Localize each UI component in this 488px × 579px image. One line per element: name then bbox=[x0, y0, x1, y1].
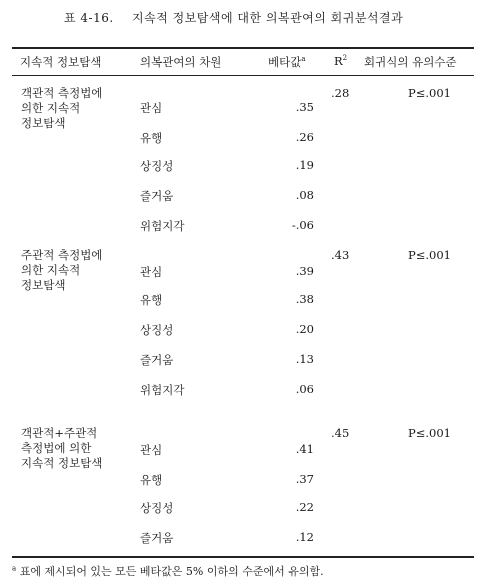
footnote-text: 표에 제시되어 있는 모든 베타값은 5% 이하의 수준에서 유의함. bbox=[19, 565, 324, 578]
header-significance: 회귀식의 유의수준 bbox=[364, 55, 457, 69]
beta-value: .20 bbox=[295, 322, 314, 336]
dimension-label: 관심 bbox=[140, 265, 163, 279]
beta-value: .26 bbox=[295, 130, 314, 144]
r2-value: .43 bbox=[331, 248, 350, 262]
beta-value: .06 bbox=[295, 382, 314, 396]
dimension-label: 유행 bbox=[140, 131, 163, 145]
dimension-label: 유행 bbox=[140, 473, 163, 487]
beta-value: -.06 bbox=[291, 218, 314, 232]
dimension-label: 상징성 bbox=[140, 323, 174, 337]
group-label-line: 정보탐색 bbox=[21, 278, 66, 292]
beta-value: .19 bbox=[295, 158, 314, 172]
group-label-subjective bbox=[21, 248, 102, 293]
group-label-line: 의한 지속적 bbox=[21, 101, 81, 115]
header-r2-sup: 2 bbox=[342, 54, 348, 63]
header-search: 지속적 정보탐색 bbox=[20, 55, 102, 69]
header-r2 bbox=[334, 54, 347, 68]
table-caption bbox=[64, 9, 403, 26]
group-label-objective bbox=[21, 86, 102, 131]
beta-value: .37 bbox=[295, 472, 314, 486]
dimension-label: 위험지각 bbox=[140, 219, 185, 233]
significance-value: P≤.001 bbox=[408, 248, 451, 262]
dimension-label: 즐거움 bbox=[140, 531, 174, 545]
beta-value: .22 bbox=[295, 500, 314, 514]
dimension-label: 즐거움 bbox=[140, 353, 174, 367]
dimension-label: 관심 bbox=[140, 443, 163, 457]
top-rule bbox=[12, 47, 474, 49]
group-label-line: 정보탐색 bbox=[21, 116, 66, 130]
beta-value: .35 bbox=[295, 100, 314, 114]
footnote bbox=[12, 563, 324, 579]
group-label-line: 측정법에 의한 bbox=[21, 441, 92, 455]
dimension-label: 상징성 bbox=[140, 501, 174, 515]
beta-value: .41 bbox=[295, 442, 314, 456]
r2-value: .45 bbox=[331, 426, 350, 440]
header-beta-mark: a bbox=[301, 55, 306, 64]
header-beta-label: 베타값 bbox=[268, 55, 302, 69]
header-r2-label: R bbox=[334, 54, 343, 68]
group-label-line: 의한 지속적 bbox=[21, 263, 81, 277]
dimension-label: 유행 bbox=[140, 293, 163, 307]
significance-value: P≤.001 bbox=[408, 426, 451, 440]
beta-value: .08 bbox=[295, 188, 314, 202]
table-title: 지속적 정보탐색에 대한 의복관여의 회귀분석결과 bbox=[132, 11, 404, 25]
dimension-label: 관심 bbox=[140, 101, 163, 115]
dimension-label: 상징성 bbox=[140, 159, 174, 173]
table-number: 표 4-16. bbox=[64, 11, 114, 25]
header-beta bbox=[268, 54, 306, 70]
dimension-label: 위험지각 bbox=[140, 383, 185, 397]
header-rule bbox=[12, 75, 474, 76]
beta-value: .39 bbox=[295, 264, 314, 278]
footnote-mark: a bbox=[12, 564, 17, 573]
group-label-line: 주관적 측정법에 bbox=[21, 248, 103, 262]
group-label-line: 객관적+주관적 bbox=[21, 426, 98, 440]
group-label-line: 지속적 정보탐색 bbox=[21, 456, 103, 470]
header-dimension: 의복관여의 차원 bbox=[140, 55, 222, 69]
group-label-combined bbox=[21, 426, 102, 471]
r2-value: .28 bbox=[331, 86, 350, 100]
beta-value: .12 bbox=[295, 530, 314, 544]
bottom-rule bbox=[12, 556, 474, 558]
beta-value: .13 bbox=[295, 352, 314, 366]
dimension-label: 즐거움 bbox=[140, 189, 174, 203]
significance-value: P≤.001 bbox=[408, 86, 451, 100]
beta-value: .38 bbox=[295, 292, 314, 306]
group-label-line: 객관적 측정법에 bbox=[21, 86, 103, 100]
